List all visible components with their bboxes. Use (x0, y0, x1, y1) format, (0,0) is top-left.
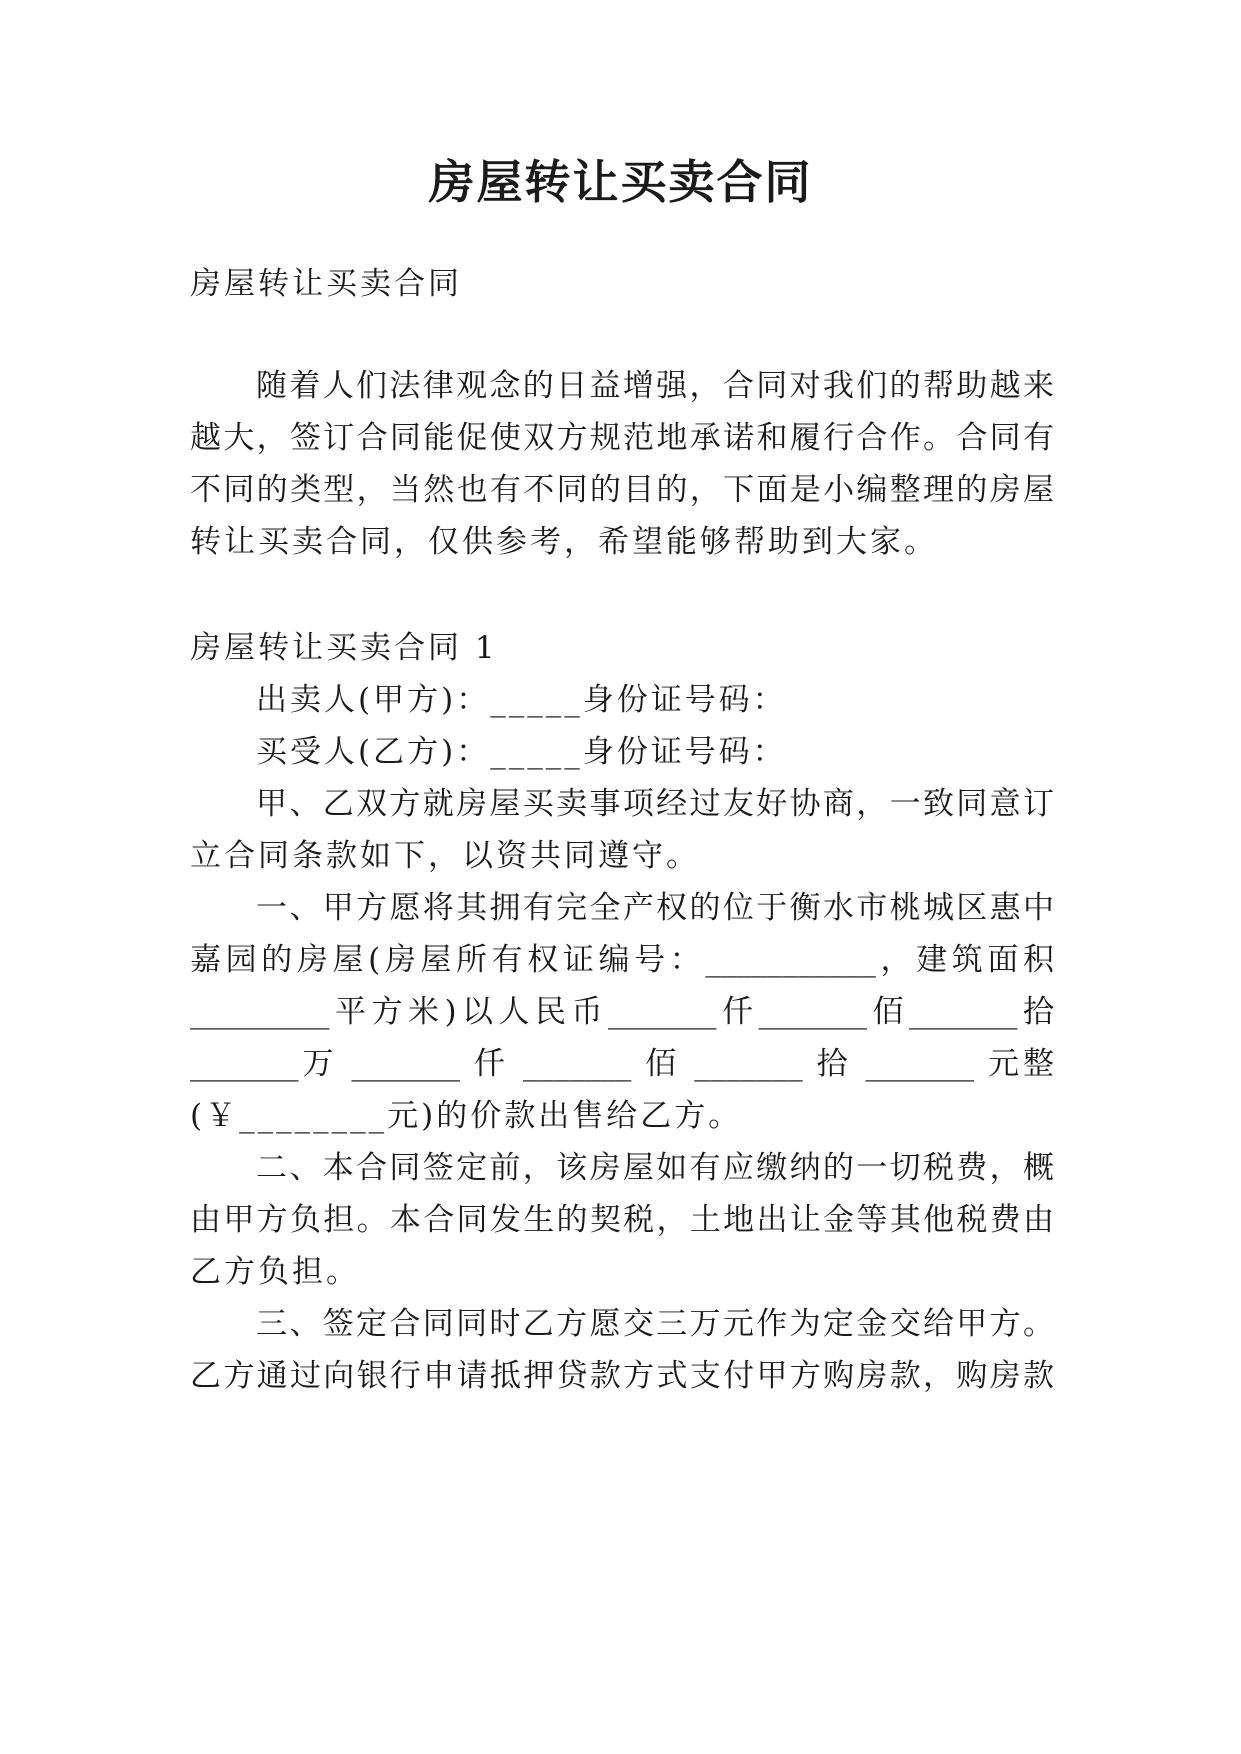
document-subtitle: 房屋转让买卖合同 (190, 266, 462, 302)
clause-one-line: _________平方米)以人民币_______仟_______佰_______拾 (190, 994, 1054, 1030)
section-heading: 房屋转让买卖合同 1 (190, 630, 498, 666)
intro-line: 转让买卖合同，仅供参考，希望能够帮助到大家。 (190, 524, 938, 560)
clause-one-line: (￥________元)的价款出售给乙方。 (190, 1098, 743, 1134)
intro-line: 不同的类型，当然也有不同的目的，下面是小编整理的房屋 (190, 472, 1054, 508)
document-title: 房屋转让买卖合同 (428, 155, 813, 209)
body-line: 立合同条款如下，以资共同遵守。 (190, 838, 700, 874)
clause-three-line: 乙方通过向银行申请抵押贷款方式支付甲方购房款，购房款 (190, 1358, 1054, 1394)
clause-one-line: 一、甲方愿将其拥有完全产权的位于衡水市桃城区惠中 (256, 890, 1054, 926)
seller-line: 出卖人(甲方)：_____身份证号码： (256, 682, 787, 718)
clause-two-line: 由甲方负担。本合同发生的契税，土地出让金等其他税费由 (190, 1202, 1054, 1238)
clause-one-line: 嘉园的房屋(房屋所有权证编号：___________，建筑面积 (190, 942, 1054, 978)
clause-three-line: 三、签定合同同时乙方愿交三万元作为定金交给甲方。 (256, 1306, 1054, 1342)
intro-line: 越大，签订合同能促使双方规范地承诺和履行合作。合同有 (190, 420, 1054, 456)
buyer-line: 买受人(乙方)：_____身份证号码： (256, 734, 787, 770)
clause-two-line: 二、本合同签定前，该房屋如有应缴纳的一切税费，概 (256, 1150, 1054, 1186)
clause-one-line: _______万 _______ 仟 _______ 佰 _______ 拾 _______ 元整 (190, 1046, 1054, 1082)
body-line: 甲、乙双方就房屋买卖事项经过友好协商，一致同意订 (256, 786, 1054, 822)
intro-line: 随着人们法律观念的日益增强，合同对我们的帮助越来 (256, 368, 1054, 404)
clause-two-line: 乙方负担。 (190, 1254, 360, 1290)
